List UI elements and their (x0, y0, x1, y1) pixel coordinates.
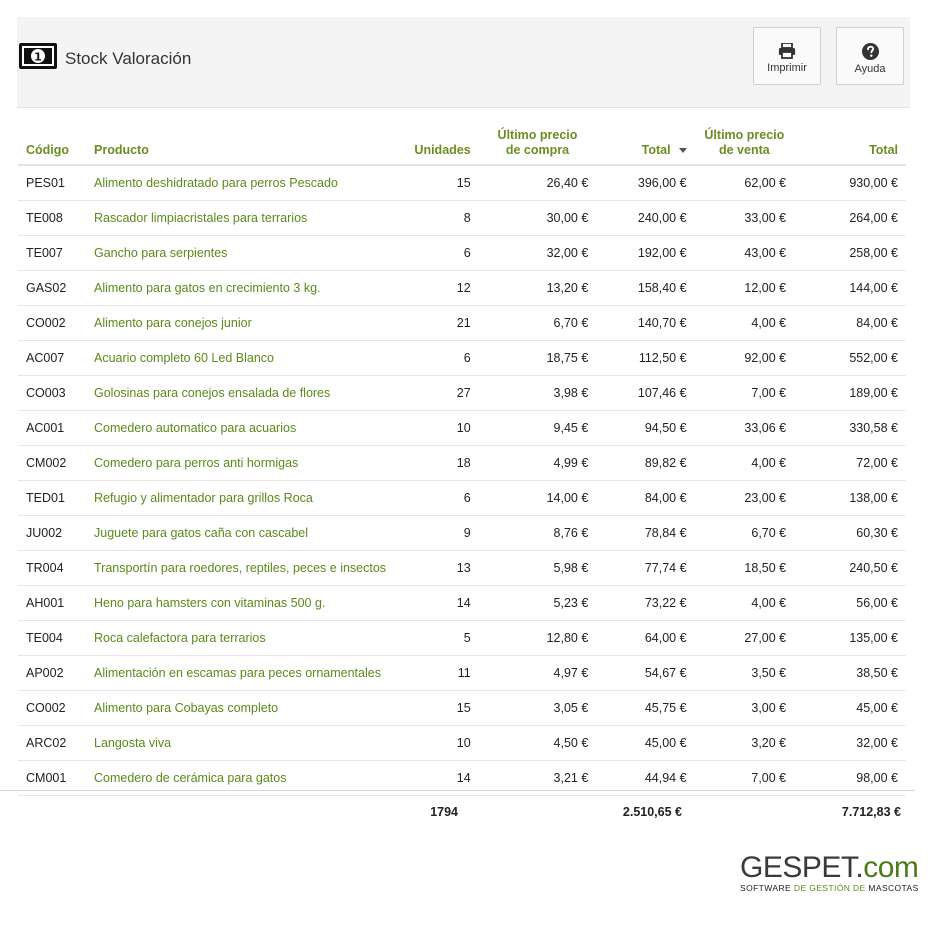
cell-last-sale-price: 6,70 € (695, 516, 795, 551)
column-header-product[interactable]: Producto (86, 114, 394, 165)
table-row (18, 271, 906, 306)
cell-product[interactable]: Refugio y alimentador para grillos Roca (86, 481, 394, 516)
cell-last-purchase-price: 4,50 € (479, 726, 597, 761)
cell-last-purchase-price: 5,23 € (479, 586, 597, 621)
table-row (18, 446, 906, 481)
svg-text:1: 1 (34, 50, 42, 64)
cell-units: 6 (394, 341, 479, 376)
cell-units: 6 (394, 481, 479, 516)
cell-product[interactable]: Alimentación en escamas para peces ornamentales (86, 656, 394, 691)
cell-last-purchase-price: 30,00 € (479, 201, 597, 236)
cell-total-purchase: 112,50 € (596, 341, 694, 376)
page-title: Stock Valoración (65, 49, 192, 68)
sort-desc-icon (679, 148, 687, 153)
cell-total-sale: 72,00 € (794, 446, 906, 481)
cell-product[interactable]: Alimento para gatos en crecimiento 3 kg. (86, 271, 394, 306)
cell-total-sale: 144,00 € (794, 271, 906, 306)
cell-product[interactable]: Juguete para gatos caña con cascabel (86, 516, 394, 551)
cell-total-purchase: 45,00 € (596, 726, 694, 761)
cell-code: TED01 (18, 481, 86, 516)
cell-product[interactable]: Golosinas para conejos ensalada de flores (86, 376, 394, 411)
cell-units: 5 (394, 621, 479, 656)
cell-code: ARC02 (18, 726, 86, 761)
cell-last-sale-price: 18,50 € (695, 551, 795, 586)
cell-total-sale: 45,00 € (794, 691, 906, 726)
cell-units: 14 (394, 586, 479, 621)
column-header-units[interactable]: Unidades (394, 114, 479, 165)
cell-code: TR004 (18, 551, 86, 586)
cell-product[interactable]: Rascador limpiacristales para terrarios (86, 201, 394, 236)
logo-tagline-1: SOFTWARE (740, 883, 792, 893)
cell-code: TE004 (18, 621, 86, 656)
money-bill-icon (19, 43, 57, 69)
cell-last-purchase-price: 13,20 € (479, 271, 597, 306)
cell-total-sale: 264,00 € (794, 201, 906, 236)
table-row (18, 726, 906, 761)
cell-units: 13 (394, 551, 479, 586)
cell-last-sale-price: 62,00 € (695, 165, 795, 201)
table-row (18, 516, 906, 551)
print-button[interactable] (753, 27, 821, 85)
cell-code: CO002 (18, 691, 86, 726)
table-row (18, 621, 906, 656)
cell-units: 14 (394, 761, 479, 796)
cell-units: 9 (394, 516, 479, 551)
cell-code: CO003 (18, 376, 86, 411)
cell-code: CO002 (18, 306, 86, 341)
table-row (18, 306, 906, 341)
cell-total-purchase: 77,74 € (596, 551, 694, 586)
cell-product[interactable]: Transportín para roedores, reptiles, peces e insectos (86, 551, 394, 586)
cell-last-sale-price: 4,00 € (695, 306, 795, 341)
cell-total-sale: 135,00 € (794, 621, 906, 656)
cell-product[interactable]: Comedero para perros anti hormigas (86, 446, 394, 481)
column-header-last-purchase-price[interactable] (479, 114, 597, 165)
cell-last-sale-price: 92,00 € (695, 341, 795, 376)
cell-total-purchase: 73,22 € (596, 586, 694, 621)
cell-total-sale: 60,30 € (794, 516, 906, 551)
table-row (18, 376, 906, 411)
table-row (18, 586, 906, 621)
cell-last-purchase-price: 5,98 € (479, 551, 597, 586)
cell-total-purchase: 140,70 € (596, 306, 694, 341)
cell-total-sale: 552,00 € (794, 341, 906, 376)
cell-last-sale-price: 43,00 € (695, 236, 795, 271)
cell-last-sale-price: 27,00 € (695, 621, 795, 656)
cell-last-sale-price: 23,00 € (695, 481, 795, 516)
cell-total-sale: 32,00 € (794, 726, 906, 761)
cell-last-purchase-price: 9,45 € (479, 411, 597, 446)
logo-tagline-2: DE GESTIÓN DE (793, 883, 866, 893)
cell-last-purchase-price: 14,00 € (479, 481, 597, 516)
question-circle-icon (862, 43, 879, 60)
logo-com: com (863, 851, 919, 884)
cell-last-sale-price: 33,06 € (695, 411, 795, 446)
logo-main-text: GESPET (740, 851, 856, 884)
column-header-last-purchase-line2: de compra (505, 143, 570, 157)
cell-total-sale: 38,50 € (794, 656, 906, 691)
total-sale-value: 7.712,83 € (841, 805, 901, 819)
cell-total-sale: 56,00 € (794, 586, 906, 621)
cell-code: TE007 (18, 236, 86, 271)
cell-units: 6 (394, 236, 479, 271)
cell-total-purchase: 192,00 € (596, 236, 694, 271)
logo-wordmark (740, 852, 930, 884)
cell-total-sale: 189,00 € (794, 376, 906, 411)
cell-total-sale: 98,00 € (794, 761, 906, 796)
total-units: 1794 (430, 805, 458, 819)
cell-code: CM002 (18, 446, 86, 481)
cell-total-sale: 930,00 € (794, 165, 906, 201)
cell-code: JU002 (18, 516, 86, 551)
title-group (19, 43, 191, 69)
cell-product[interactable]: Langosta viva (86, 726, 394, 761)
column-header-total-sale[interactable]: Total (794, 114, 906, 165)
total-purchase-value: 2.510,65 € (622, 805, 682, 819)
table-row (18, 656, 906, 691)
column-header-total-purchase-label: Total (641, 143, 671, 157)
cell-total-sale: 330,58 € (794, 411, 906, 446)
cell-product[interactable]: Alimento para conejos junior (86, 306, 394, 341)
cell-product[interactable]: Comedero de cerámica para gatos (86, 761, 394, 796)
totals-divider (0, 790, 915, 791)
table-row (18, 165, 906, 201)
cell-total-purchase: 158,40 € (596, 271, 694, 306)
column-header-last-sale-line2: de venta (718, 143, 770, 157)
cell-total-purchase: 396,00 € (596, 165, 694, 201)
cell-units: 15 (394, 165, 479, 201)
cell-product[interactable]: Gancho para serpientes (86, 236, 394, 271)
cell-total-sale: 258,00 € (794, 236, 906, 271)
stock-table (18, 114, 906, 796)
column-header-total-purchase[interactable] (596, 114, 694, 165)
cell-units: 18 (394, 446, 479, 481)
cell-total-purchase: 44,94 € (596, 761, 694, 796)
cell-code: AC007 (18, 341, 86, 376)
cell-total-purchase: 64,00 € (596, 621, 694, 656)
logo-tagline-3: MASCOTAS (868, 883, 919, 893)
cell-code: CM001 (18, 761, 86, 796)
cell-units: 11 (394, 656, 479, 691)
table-row (18, 691, 906, 726)
table-row (18, 411, 906, 446)
gespet-logo (740, 852, 930, 893)
cell-units: 8 (394, 201, 479, 236)
cell-last-purchase-price: 26,40 € (479, 165, 597, 201)
cell-total-purchase: 107,46 € (596, 376, 694, 411)
column-header-last-sale-line1: Último precio (704, 128, 785, 142)
cell-last-purchase-price: 3,05 € (479, 691, 597, 726)
cell-last-purchase-price: 32,00 € (479, 236, 597, 271)
cell-units: 15 (394, 691, 479, 726)
cell-product[interactable]: Heno para hamsters con vitaminas 500 g. (86, 586, 394, 621)
table-row (18, 341, 906, 376)
help-label: Ayuda (854, 63, 886, 75)
printer-icon (778, 43, 796, 59)
cell-total-purchase: 240,00 € (596, 201, 694, 236)
cell-units: 21 (394, 306, 479, 341)
cell-total-purchase: 45,75 € (596, 691, 694, 726)
cell-last-purchase-price: 12,80 € (479, 621, 597, 656)
cell-last-sale-price: 33,00 € (695, 201, 795, 236)
help-button[interactable] (836, 27, 904, 85)
column-header-last-sale-price[interactable] (695, 114, 795, 165)
cell-total-purchase: 78,84 € (596, 516, 694, 551)
cell-total-purchase: 84,00 € (596, 481, 694, 516)
cell-code: AP002 (18, 656, 86, 691)
logo-dot: . (855, 851, 864, 884)
cell-units: 10 (394, 726, 479, 761)
table-row (18, 481, 906, 516)
cell-last-sale-price: 4,00 € (695, 446, 795, 481)
cell-code: PES01 (18, 165, 86, 201)
column-header-code[interactable]: Código (18, 114, 86, 165)
cell-last-purchase-price: 4,97 € (479, 656, 597, 691)
table-row (18, 201, 906, 236)
cell-code: GAS02 (18, 271, 86, 306)
cell-total-purchase: 54,67 € (596, 656, 694, 691)
table-row (18, 236, 906, 271)
page-header (17, 17, 910, 108)
cell-units: 10 (394, 411, 479, 446)
cell-total-sale: 138,00 € (794, 481, 906, 516)
cell-product[interactable]: Acuario completo 60 Led Blanco (86, 341, 394, 376)
cell-last-sale-price: 3,20 € (695, 726, 795, 761)
cell-last-purchase-price: 4,99 € (479, 446, 597, 481)
cell-last-purchase-price: 8,76 € (479, 516, 597, 551)
cell-last-purchase-price: 6,70 € (479, 306, 597, 341)
cell-last-sale-price: 12,00 € (695, 271, 795, 306)
cell-last-purchase-price: 3,98 € (479, 376, 597, 411)
cell-code: AH001 (18, 586, 86, 621)
cell-total-purchase: 89,82 € (596, 446, 694, 481)
cell-total-sale: 84,00 € (794, 306, 906, 341)
cell-total-sale: 240,50 € (794, 551, 906, 586)
cell-code: TE008 (18, 201, 86, 236)
cell-units: 12 (394, 271, 479, 306)
table-row (18, 551, 906, 586)
logo-tagline (740, 883, 930, 893)
print-label: Imprimir (767, 62, 807, 74)
cell-product[interactable]: Alimento para Cobayas completo (86, 691, 394, 726)
cell-last-purchase-price: 3,21 € (479, 761, 597, 796)
cell-last-sale-price: 7,00 € (695, 761, 795, 796)
cell-code: AC001 (18, 411, 86, 446)
column-header-last-purchase-line1: Último precio (497, 128, 578, 142)
cell-total-purchase: 94,50 € (596, 411, 694, 446)
cell-units: 27 (394, 376, 479, 411)
cell-last-sale-price: 7,00 € (695, 376, 795, 411)
cell-last-sale-price: 3,50 € (695, 656, 795, 691)
table-header-row (18, 114, 906, 165)
cell-last-sale-price: 4,00 € (695, 586, 795, 621)
table-body (18, 165, 906, 796)
cell-product[interactable]: Alimento deshidratado para perros Pescado (86, 165, 394, 201)
cell-last-sale-price: 3,00 € (695, 691, 795, 726)
cell-last-purchase-price: 18,75 € (479, 341, 597, 376)
cell-product[interactable]: Roca calefactora para terrarios (86, 621, 394, 656)
cell-product[interactable]: Comedero automatico para acuarios (86, 411, 394, 446)
